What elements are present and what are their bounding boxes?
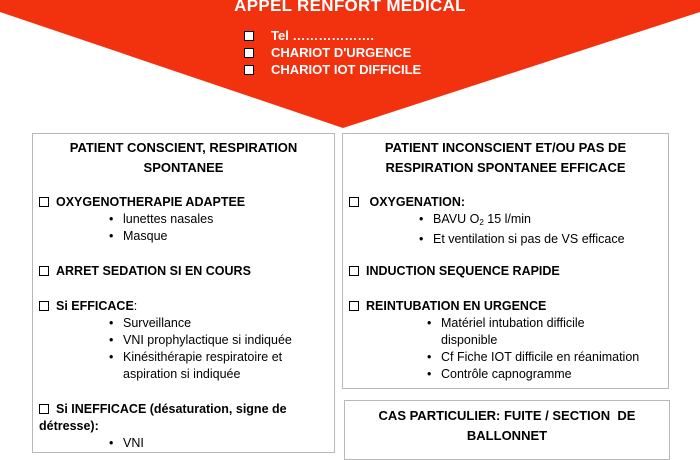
bullet-item: • Masque — [109, 228, 245, 245]
right-panel-title-line2: RESPIRATION SPONTANEE EFFICACE — [385, 160, 626, 175]
checkbox-icon[interactable] — [349, 266, 359, 276]
banner-item-chariot-iot — [244, 61, 421, 78]
section-arret-sedation — [39, 263, 251, 280]
section-heading: OXYGENOTHERAPIE ADAPTEE — [56, 195, 246, 209]
bullet-item: • Matériel intubation difficile — [427, 315, 639, 332]
section-heading: INDUCTION SEQUENCE RAPIDE — [366, 264, 560, 278]
section-heading: Si INEFFICACE (désaturation, signe de — [56, 402, 287, 416]
bullet-item-continuation: aspiration si indiquée — [123, 367, 241, 381]
checkbox-icon[interactable] — [39, 404, 49, 414]
left-panel-title-line2: SPONTANEE — [143, 160, 224, 175]
bullet-item-bavu — [419, 211, 625, 231]
section-oxygenotherapie — [39, 194, 245, 245]
checkbox-icon[interactable] — [244, 31, 254, 41]
bavu-prefix: BAVU O — [433, 212, 480, 226]
bavu-subscript: 2 — [479, 218, 484, 227]
section-heading: Si EFFICACE — [56, 299, 134, 313]
checkbox-icon[interactable] — [39, 197, 49, 207]
checkbox-icon[interactable] — [244, 65, 254, 75]
banner-item-tel — [244, 27, 421, 44]
section-heading: OXYGENATION: — [366, 195, 466, 209]
banner-list — [244, 27, 421, 78]
section-induction — [349, 263, 560, 280]
checkbox-icon[interactable] — [349, 197, 359, 207]
section-heading: ARRET SEDATION SI EN COURS — [56, 264, 251, 278]
bullet-item: • Cf Fiche IOT difficile en réanimation — [427, 349, 639, 366]
right-panel-title — [343, 138, 668, 178]
bottom-panel-title-line2: BALLONNET — [466, 428, 548, 443]
section-si-inefficace — [39, 401, 287, 452]
section-oxygenation — [349, 194, 625, 248]
left-panel-title — [33, 138, 334, 178]
bullet-item: • Et ventilation si pas de VS efficace — [419, 231, 625, 248]
section-si-efficace — [39, 298, 292, 383]
bullet-item-continuation: disponible — [441, 333, 498, 347]
bullet-item: • VNI — [109, 435, 287, 452]
section-heading-colon: : — [133, 299, 138, 313]
left-panel-title-line1: PATIENT CONSCIENT, RESPIRATION — [69, 140, 298, 155]
banner-item-label: CHARIOT IOT DIFFICILE — [271, 62, 422, 77]
checkbox-icon[interactable] — [39, 301, 49, 311]
section-reintubation — [349, 298, 639, 383]
banner-item-label: CHARIOT D'URGENCE — [271, 45, 412, 60]
right-panel — [342, 133, 669, 389]
checkbox-icon[interactable] — [349, 301, 359, 311]
bottom-panel-title — [345, 406, 669, 446]
section-heading-line2: détresse): — [39, 419, 99, 433]
banner-title: APPEL RENFORT MEDICAL — [234, 0, 466, 15]
bullet-item: • Kinésithérapie respiratoire et — [109, 349, 292, 366]
bavu-suffix: 15 l/min — [483, 212, 532, 226]
bullet-item: • Contrôle capnogramme — [427, 366, 639, 383]
checkbox-icon[interactable] — [39, 266, 49, 276]
bullet-item: • lunettes nasales — [109, 211, 245, 228]
left-panel — [32, 133, 335, 453]
checkbox-icon[interactable] — [244, 48, 254, 58]
right-panel-title-line1: PATIENT INCONSCIENT ET/OU PAS DE — [384, 140, 627, 155]
bottom-panel — [344, 400, 670, 460]
banner-item-chariot-urgence — [244, 44, 421, 61]
section-heading: REINTUBATION EN URGENCE — [366, 299, 547, 313]
bullet-item: • VNI prophylactique si indiquée — [109, 332, 292, 349]
bullet-item: • Surveillance — [109, 315, 292, 332]
banner-item-label: Tel ………………. — [271, 28, 375, 43]
bottom-panel-title-line1: CAS PARTICULIER: FUITE / SECTION DE — [378, 408, 636, 423]
